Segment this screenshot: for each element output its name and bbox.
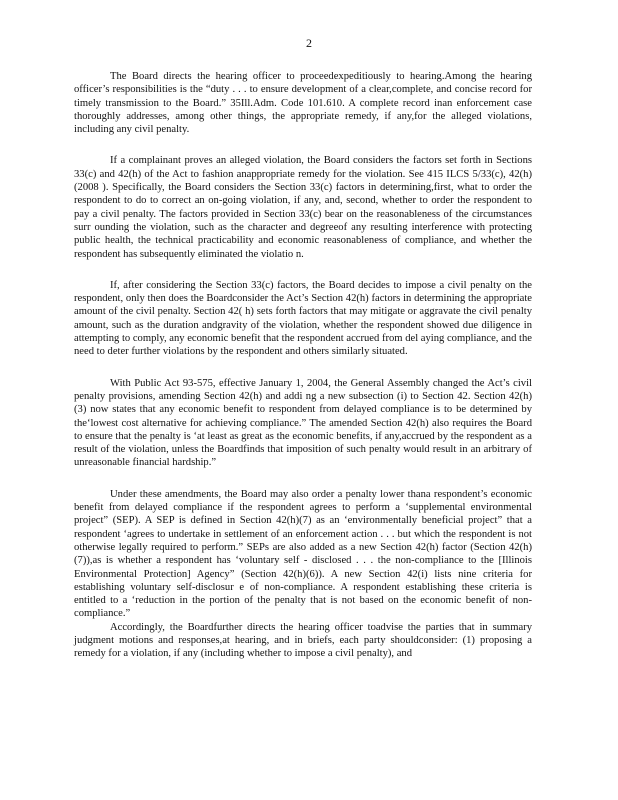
paragraph-hearing-officer-duties: The Board directs the hearing officer to proceedexpeditiously to hearing.Among the hearing officer’s responsibilities is the “duty . . . to ensure development of a clear,complete, and concise record for timely transmission to the Board.” 35Ill.Adm. Code 101.610. A complete record inan enforcement case thoroughly addresses, among other things, the appropriate remedy, if any,for the alleged violations, including any civil penalty. (74, 71, 532, 136)
paragraph-public-act-93-575: With Public Act 93-575, effective January 1, 2004, the General Assembly changed the Act’s civil penalty provisions, amending Section 42(h) and addi ng a new subsection (i) to Section 42. Section 42(h)(3) now states that any economic benefit to respondent from delayed compliance is to be determined by the‘lowest cost alternative for achieving compliance.” The amended Section 42(h) also requires the Board to ensure that the penalty is ‘at least as great as the economic benefits, if any,accrued by the respondent as a result of the violation, unless the Boardfinds that imposition of such penalty would result in an arbitrary of unreasonable financial hardship.” (74, 377, 532, 469)
page-number: 2 (306, 36, 312, 50)
paragraph-accordingly: Accordingly, the Boardfurther directs the hearing officer toadvise the parties that in summary judgment motions and responses,at hearing, and in briefs, each party shouldconsider: (1) proposing a remedy for a violation, if any (including whether to impose a civil penalty), and (74, 621, 532, 660)
paragraph-section-33c-factors: If a complainant proves an alleged violation, the Board considers the factors set forth in Sections 33(c) and 42(h) of the Act to fashion anappropriate remedy for the violation. See 415 ILCS 5/33(c), 42(h) (2008 ). Specifically, the Board considers the Section 33(c) factors in determining,first, what to order the respondent to do to correct an on-going violation, if any, and, second, whether to order the respondent to pay a civil penalty. The factors provided in Section 33(c) bear on the reasonableness of the circumstances surr ounding the violation, such as the character and degreeof any resulting interference with protecting public health, the technical practicability and economic reasonableness of compliance, and whether the respondent has subsequently eliminated the violatio n. (74, 155, 532, 260)
paragraph-sep-amendments: Under these amendments, the Board may also order a penalty lower thana respondent’s economic benefit from delayed compliance if the respondent agrees to perform a ‘supplemental environmental project” (SEP). A SEP is defined in Section 42(h)(7) as an ‘environmentally beneficial project” that a respondent ‘agrees to undertake in settlement of an enforcement action . . . but which the respondent is not otherwise legally required to perform.” SEPs are also added as a new Section 42(h) factor (Section 42(h)(7)),as is whether a respondent has ‘voluntary self - disclosed . . . the non-compliance to the [Illinois Environmental Protection] Agency” (Section 42(h)(6)). A new Section 42(i) lists nine criteria for establishing voluntary self-disclosur e of non-compliance. A respondent establishing these criteria is entitled to a ‘reduction in the portion of the penalty that is not based on the economic benefit of non-compliance.” (74, 488, 532, 620)
document-body (74, 70, 532, 661)
paragraph-section-42h-factors: If, after considering the Section 33(c) factors, the Board decides to impose a civil penalty on the respondent, only then does the Boardconsider the Act’s Section 42(h) factors in determining the appropriate amount of the civil penalty. Section 42( h) sets forth factors that may mitigate or aggravate the civil penalty amount, such as the duration andgravity of the violation, whether the respondent showed due diligence in attempting to comply, any economic benefit that the respondent accrued from del aying compliance, and the need to deter further violations by the respondent and others similarly situated. (74, 279, 532, 358)
